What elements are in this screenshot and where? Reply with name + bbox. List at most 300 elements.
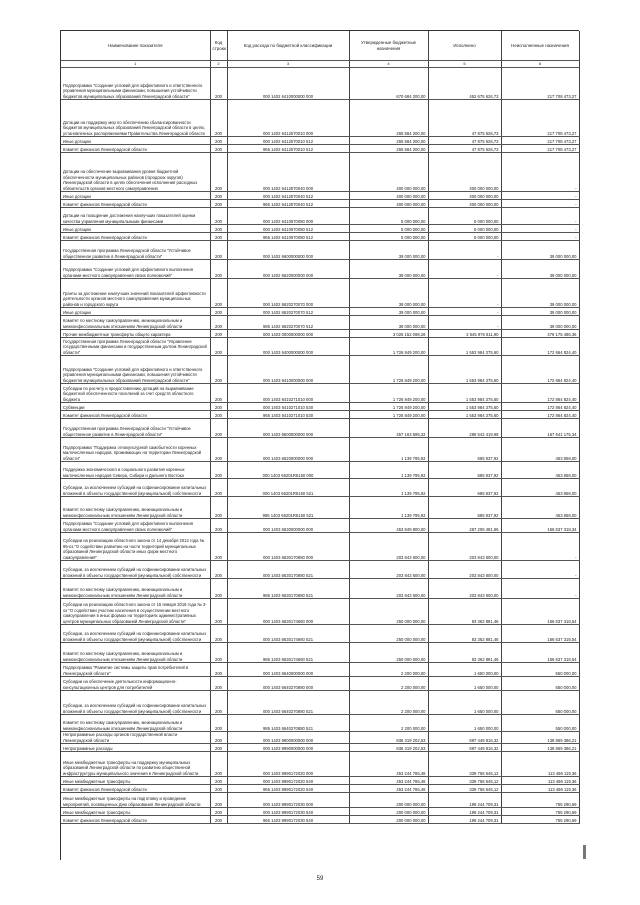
cell-executed: 685 937,92: [428, 479, 501, 497]
cell-row-code: 200: [210, 663, 227, 677]
cell-row-code: 200: [210, 479, 227, 497]
cell-approved: 453 244 765,46: [349, 785, 428, 793]
table-row: [61, 279, 579, 308]
cell-executed: 47 875 626,73: [428, 137, 501, 145]
cell-budget-code: 000 1403 9990000000 000: [227, 744, 349, 752]
cell-executed: 287 206 481,66: [428, 519, 501, 533]
cell-indicator-name: Субсидии, за исключением субсидий на софинансирование капитальных вложений в объекты государственной (муниципальной) собственности: [61, 625, 210, 643]
cell-approved: 39 000 000,00: [349, 316, 428, 330]
cell-unexecuted: 217 708 473,27: [501, 145, 579, 153]
cell-approved: 457 163 595,32: [349, 419, 428, 438]
cell-approved: 1 139 795,92: [349, 438, 428, 462]
table-row: [61, 338, 579, 356]
table-row: [61, 403, 579, 411]
table-body: [61, 68, 579, 824]
cell-approved: 250 000 000,00: [349, 599, 428, 625]
cell-row-code: 200: [210, 137, 227, 145]
cell-approved: 250 000 000,00: [349, 643, 428, 663]
budget-execution-table: [61, 31, 580, 824]
cell-row-code: 200: [210, 356, 227, 384]
cell-indicator-name: Иные межбюджетные трансферты: [61, 808, 210, 816]
cell-row-code: 200: [210, 816, 227, 824]
cell-unexecuted: 755 290,69: [501, 808, 579, 816]
cell-unexecuted: 550 000,00: [501, 715, 579, 732]
cell-approved: 2 200 000,00: [349, 677, 428, 691]
cell-budget-code: 965 1402 6412570040 512: [227, 200, 349, 208]
cell-approved: 5 000 000,00: [349, 208, 428, 225]
cell-budget-code: 000 1403 6630174660 521: [227, 625, 349, 643]
cell-indicator-name: Подпрограмма "Поддержка этнокультурной самобытности коренных малочисленных народов, проживающих на территории Ленинградской области": [61, 438, 210, 462]
cell-indicator-name: Комитет по местному самоуправлению, межнациональным и межконфессиональным отношениям Ленинградской области: [61, 316, 210, 330]
cell-approved: 1 726 849 200,00: [349, 338, 428, 356]
cell-indicator-name: Гранты за достижение наилучших значений показателей эффективности деятельности органов местного самоуправления муниципальных районов и городского округа: [61, 279, 210, 308]
table-row: [61, 200, 579, 208]
cell-approved: 200 000 000,00: [349, 793, 428, 808]
cell-row-code: 200: [210, 438, 227, 462]
header-executed: Исполнено: [428, 31, 501, 61]
cell-indicator-name: Подпрограмма "Создание условий для эффективного и ответственного управления муниципальными финансами, повышения устойчивости бюджетов муниципальных образований Ленинградской области": [61, 356, 210, 384]
cell-executed: 1 553 984 375,60: [428, 384, 501, 403]
cell-budget-code: 000 1402 6600000000 000: [227, 241, 349, 260]
cell-unexecuted: -: [501, 153, 579, 192]
cell-executed: 83 362 881,46: [428, 599, 501, 625]
table-row: [61, 153, 579, 192]
cell-executed: 685 937,92: [428, 462, 501, 479]
cell-approved: 200 000 000,00: [349, 808, 428, 816]
cell-budget-code: 000 1403 6630170880 000: [227, 533, 349, 561]
cell-unexecuted: 550 000,00: [501, 663, 579, 677]
cell-executed: 199 244 709,31: [428, 816, 501, 824]
cell-unexecuted: 550 000,00: [501, 677, 579, 691]
table-row: [61, 233, 579, 241]
cell-budget-code: 000 1403 9990172030 000: [227, 793, 349, 808]
table-row: [61, 479, 579, 497]
cell-indicator-name: Комитет по местному самоуправлению, межнациональным и межконфессиональным отношениям Ленинградской области: [61, 579, 210, 599]
table-header-row: [61, 31, 579, 61]
cell-indicator-name: Субсидии на реализацию областного закона от 15 января 2018 года № 3-оз "О содействии участию населения в осуществлении местного самоуправления в иных формах на территориях административных центров муниципальных образований Ленинградской области": [61, 599, 210, 625]
cell-indicator-name: Дотации на обеспечение выравнивания уровня бюджетной обеспеченности муниципальных районов (городских округов) Ленинградской области в целях обеспечения исполнения расходных обязательств органов местного самоуправления: [61, 153, 210, 192]
cell-executed: 339 758 646,12: [428, 752, 501, 777]
cell-budget-code: 000 1403 6640270880 521: [227, 691, 349, 715]
cell-budget-code: 985 1402 6620270070 512: [227, 316, 349, 330]
table-row: [61, 816, 579, 824]
cell-row-code: 200: [210, 153, 227, 192]
cell-indicator-name: Дотации на поощрение достижения наилучших показателей оценки качества управления муниципальными финансами: [61, 208, 210, 225]
table-row: [61, 208, 579, 225]
cell-indicator-name: Субсидии на реализацию областного закона от 14 декабря 2012 года № 95-оз "О содействии развитию на части территорий муниципальных образований Ленинградской области иных форм местного самоуправления": [61, 533, 210, 561]
cell-executed: 697 449 816,32: [428, 732, 501, 744]
cell-indicator-name: Иные дотации: [61, 225, 210, 233]
cell-row-code: 200: [210, 462, 227, 479]
cell-approved: 453 849 800,00: [349, 519, 428, 533]
cell-executed: 1 553 984 375,60: [428, 338, 501, 356]
cell-budget-code: 000 1403 6620000000 000: [227, 438, 349, 462]
cell-budget-code: 985 1403 6630170880 521: [227, 579, 349, 599]
cell-unexecuted: 166 637 318,54: [501, 625, 579, 643]
cell-budget-code: 000 1403 6630170880 521: [227, 561, 349, 579]
cell-unexecuted: 172 864 824,40: [501, 403, 579, 411]
cell-indicator-name: Комитет финансов Ленинградской области: [61, 145, 210, 153]
cell-unexecuted: 113 486 119,36: [501, 752, 579, 777]
cell-budget-code: 000 1402 6410670080 000: [227, 208, 349, 225]
cell-budget-code: 985 1403 66201R5150 521: [227, 497, 349, 519]
cell-unexecuted: 172 864 824,40: [501, 384, 579, 403]
cell-approved: 203 843 600,00: [349, 561, 428, 579]
cell-budget-code: 000 1403 9990172020 000: [227, 752, 349, 777]
cell-row-code: 200: [210, 497, 227, 519]
cell-executed: 203 843 600,00: [428, 533, 501, 561]
cell-indicator-name: Субсидии, за исключением субсидий на софинансирование капитальных вложений в объекты государственной (муниципальной) собственности: [61, 561, 210, 579]
cell-unexecuted: 453 858,00: [501, 438, 579, 462]
budget-execution-table-frame: [60, 30, 579, 860]
cell-row-code: 200: [210, 785, 227, 793]
cell-approved: 265 584 200,00: [349, 100, 428, 137]
cell-approved: 39 000 000,00: [349, 308, 428, 316]
cell-row-code: 200: [210, 677, 227, 691]
cell-indicator-name: Комитет по местному самоуправлению, межнациональным и межконфессиональным отношениям Ленинградской области: [61, 643, 210, 663]
cell-executed: 400 000 000,00: [428, 192, 501, 200]
cell-indicator-name: Иные дотации: [61, 308, 210, 316]
cell-executed: 5 000 000,00: [428, 208, 501, 225]
cell-unexecuted: 39 000 000,00: [501, 241, 579, 260]
cell-unexecuted: 453 858,00: [501, 479, 579, 497]
cell-unexecuted: 39 000 000,00: [501, 316, 579, 330]
cell-indicator-name: Иные дотации: [61, 137, 210, 145]
cell-approved: 39 000 000,00: [349, 260, 428, 279]
header-unexecuted: Неисполненные назначения: [501, 31, 579, 61]
cell-approved: 453 244 765,46: [349, 752, 428, 777]
cell-indicator-name: Государственная программа Ленинградской области "Устойчивое общественное развитие в Ленинградской области": [61, 419, 210, 438]
cell-row-code: 200: [210, 308, 227, 316]
cell-row-code: 200: [210, 68, 227, 100]
cell-row-code: 200: [210, 533, 227, 561]
cell-approved: 1 726 849 200,00: [349, 384, 428, 403]
cell-budget-code: 000 1403 6640000000 000: [227, 663, 349, 677]
cell-budget-code: 000 1402 6620270070 000: [227, 279, 349, 308]
cell-unexecuted: 172 864 824,40: [501, 356, 579, 384]
table-row: [61, 316, 579, 330]
cell-approved: 836 319 202,53: [349, 744, 428, 752]
cell-unexecuted: 453 858,00: [501, 497, 579, 519]
cell-executed: 5 000 000,00: [428, 225, 501, 233]
cell-executed: 47 875 626,73: [428, 100, 501, 137]
table-row: [61, 192, 579, 200]
cell-executed: 203 843 600,00: [428, 579, 501, 599]
cell-unexecuted: 166 637 318,34: [501, 519, 579, 533]
cell-unexecuted: 138 869 386,21: [501, 732, 579, 744]
header-budget-code: Код расхода по бюджетной классификации: [227, 31, 349, 61]
cell-unexecuted: 166 637 318,54: [501, 643, 579, 663]
cell-executed: 1 650 000,00: [428, 715, 501, 732]
column-number-row: [61, 61, 579, 68]
column-number: 6: [501, 61, 579, 68]
cell-unexecuted: 755 290,69: [501, 816, 579, 824]
table-row: [61, 497, 579, 519]
table-row: [61, 411, 579, 419]
cell-approved: 1 139 795,92: [349, 479, 428, 497]
cell-indicator-name: Иные межбюджетные трансферты на поддержку муниципальных образований Ленинградской области по развитию общественной инфраструктуры муниципального значения в Ленинградской области: [61, 752, 210, 777]
cell-budget-code: 000 1403 6630174660 000: [227, 599, 349, 625]
cell-unexecuted: 453 858,00: [501, 462, 579, 479]
cell-indicator-name: Комитет по местному самоуправлению, межнациональным и межконфессиональным отношениям Ленинградской области: [61, 497, 210, 519]
cell-budget-code: 000 1402 6412570040 000: [227, 153, 349, 192]
cell-executed: 1 553 984 375,60: [428, 403, 501, 411]
cell-executed: 697 449 816,32: [428, 744, 501, 752]
table-row: [61, 793, 579, 808]
cell-row-code: 200: [210, 519, 227, 533]
cell-indicator-name: Иные межбюджетные трансферты: [61, 777, 210, 785]
cell-executed: 452 675 626,73: [428, 68, 501, 100]
table-row: [61, 715, 579, 732]
cell-indicator-name: Субсидии по расчету и предоставлению дотаций на выравнивание бюджетной обеспеченности поселений за счет средств областного бюджета: [61, 384, 210, 403]
cell-budget-code: 965 1403 9990172030 540: [227, 816, 349, 824]
table-row: [61, 752, 579, 777]
cell-indicator-name: Государственная программа Ленинградской области "Управление государственными финансами и государственным долгом Ленинградской области": [61, 338, 210, 356]
table-row: [61, 137, 579, 145]
cell-row-code: 200: [210, 384, 227, 403]
cell-executed: -: [428, 316, 501, 330]
cell-executed: 400 000 000,00: [428, 153, 501, 192]
cell-executed: 83 362 881,46: [428, 625, 501, 643]
cell-executed: 339 758 646,12: [428, 785, 501, 793]
cell-executed: 47 875 626,73: [428, 145, 501, 153]
cell-indicator-name: Комитет финансов Ленинградской области: [61, 233, 210, 241]
cell-executed: -: [428, 260, 501, 279]
cell-approved: 39 000 000,00: [349, 241, 428, 260]
cell-unexecuted: -: [501, 200, 579, 208]
cell-budget-code: 965 1403 6410271010 530: [227, 411, 349, 419]
cell-approved: 1 139 795,92: [349, 497, 428, 519]
cell-unexecuted: 217 708 473,27: [501, 100, 579, 137]
cell-approved: 3 025 152 098,26: [349, 330, 428, 338]
cell-row-code: 200: [210, 208, 227, 225]
cell-budget-code: 000 1403 6600000000 000: [227, 419, 349, 438]
cell-unexecuted: 39 000 000,00: [501, 308, 579, 316]
cell-budget-code: 000 1402 6620000000 000: [227, 260, 349, 279]
cell-row-code: 200: [210, 419, 227, 438]
cell-budget-code: 000 1403 9990172030 540: [227, 808, 349, 816]
cell-row-code: 200: [210, 715, 227, 732]
cell-row-code: 200: [210, 338, 227, 356]
cell-approved: 1 726 849 200,00: [349, 356, 428, 384]
table-row: [61, 330, 579, 338]
cell-executed: 199 244 709,31: [428, 808, 501, 816]
cell-executed: 203 843 600,00: [428, 561, 501, 579]
cell-row-code: 200: [210, 200, 227, 208]
cell-approved: 836 319 202,53: [349, 732, 428, 744]
cell-row-code: 200: [210, 145, 227, 153]
cell-approved: 453 244 765,46: [349, 777, 428, 785]
header-indicator-name: Наименование показателя: [61, 31, 210, 61]
cell-approved: 400 000 000,00: [349, 200, 428, 208]
scan-artifact-mark: [583, 845, 586, 859]
table-row: [61, 68, 579, 100]
table-row: [61, 225, 579, 233]
cell-budget-code: 000 1403 66201R5150 521: [227, 479, 349, 497]
cell-budget-code: 000 1402 6410670080 512: [227, 225, 349, 233]
cell-approved: 265 584 200,00: [349, 145, 428, 153]
cell-budget-code: 000 1403 6410271010 000: [227, 384, 349, 403]
table-row: [61, 533, 579, 561]
cell-approved: 250 000 000,00: [349, 625, 428, 643]
cell-indicator-name: Субсидии на обеспечение деятельности информационно-консультационных центров для потребителей: [61, 677, 210, 691]
table-row: [61, 100, 579, 137]
cell-unexecuted: 39 000 000,00: [501, 260, 579, 279]
cell-row-code: 200: [210, 403, 227, 411]
cell-executed: 2 545 976 611,90: [428, 330, 501, 338]
cell-executed: 1 553 984 375,60: [428, 411, 501, 419]
cell-indicator-name: Субвенции: [61, 403, 210, 411]
cell-approved: 1 139 795,92: [349, 462, 428, 479]
cell-row-code: 200: [210, 260, 227, 279]
cell-unexecuted: -: [501, 208, 579, 225]
table-row: [61, 561, 579, 579]
table-row: [61, 785, 579, 793]
cell-indicator-name: Прочие межбюджетные трансферты общего характера: [61, 330, 210, 338]
cell-row-code: 200: [210, 241, 227, 260]
cell-indicator-name: Подпрограмма "Создание условий для эффективного выполнения органами местного самоуправления своих полномочий": [61, 519, 210, 533]
cell-budget-code: 000 1403 0000000000 000: [227, 330, 349, 338]
cell-budget-code: 000 1403 9990172020 540: [227, 777, 349, 785]
cell-unexecuted: -: [501, 192, 579, 200]
cell-approved: 265 584 200,00: [349, 137, 428, 145]
cell-unexecuted: 39 000 000,00: [501, 279, 579, 308]
cell-approved: 5 000 000,00: [349, 233, 428, 241]
cell-unexecuted: 479 175 486,36: [501, 330, 579, 338]
table-row: [61, 599, 579, 625]
cell-budget-code: 000 1402 6620270070 512: [227, 308, 349, 316]
table-row: [61, 625, 579, 643]
cell-unexecuted: -: [501, 225, 579, 233]
cell-executed: 289 542 419,98: [428, 419, 501, 438]
cell-unexecuted: 217 708 473,27: [501, 68, 579, 100]
column-number: 4: [349, 61, 428, 68]
cell-budget-code: 000 1403 6640270880 000: [227, 677, 349, 691]
column-number: 2: [210, 61, 227, 68]
cell-indicator-name: Государственная программа Ленинградской области "Устойчивое общественное развитие в Ленинградской области": [61, 241, 210, 260]
table-row: [61, 241, 579, 260]
cell-row-code: 200: [210, 752, 227, 777]
cell-unexecuted: 138 869 386,21: [501, 744, 579, 752]
cell-unexecuted: -: [501, 561, 579, 579]
cell-indicator-name: Иные дотации: [61, 192, 210, 200]
cell-row-code: 200: [210, 316, 227, 330]
cell-row-code: 200: [210, 744, 227, 752]
cell-approved: 2 200 000,00: [349, 715, 428, 732]
cell-approved: 5 000 000,00: [349, 225, 428, 233]
table-row: [61, 579, 579, 599]
cell-executed: 685 937,92: [428, 438, 501, 462]
cell-indicator-name: Субсидии, за исключением субсидий на софинансирование капитальных вложений в объекты государственной (муниципальной) собственности: [61, 479, 210, 497]
cell-approved: 400 000 000,00: [349, 192, 428, 200]
cell-approved: 1 726 849 200,00: [349, 411, 428, 419]
table-row: [61, 419, 579, 438]
cell-budget-code: 000 1403 6400000000 000: [227, 338, 349, 356]
cell-unexecuted: 217 708 473,27: [501, 137, 579, 145]
table-row: [61, 663, 579, 677]
cell-row-code: 200: [210, 625, 227, 643]
cell-unexecuted: 550 000,00: [501, 691, 579, 715]
table-row: [61, 732, 579, 744]
table-row: [61, 438, 579, 462]
cell-indicator-name: Комитет финансов Ленинградской области: [61, 785, 210, 793]
cell-indicator-name: Комитет финансов Ленинградской области: [61, 411, 210, 419]
cell-budget-code: 000 1403 66201R5150 000: [227, 462, 349, 479]
cell-approved: 670 684 200,00: [349, 68, 428, 100]
table-row: [61, 691, 579, 715]
cell-row-code: 200: [210, 643, 227, 663]
cell-unexecuted: -: [501, 579, 579, 599]
cell-row-code: 200: [210, 691, 227, 715]
cell-budget-code: 965 1402 6412570010 512: [227, 145, 349, 153]
page-number: 59: [316, 876, 324, 882]
cell-indicator-name: Комитет по местному самоуправлению, межнациональным и межконфессиональным отношениям Ленинградской области: [61, 715, 210, 732]
cell-indicator-name: Подпрограмма "Создание условий для эффективного выполнения органами местного самоуправления своих полномочий": [61, 260, 210, 279]
cell-row-code: 200: [210, 330, 227, 338]
cell-budget-code: 985 1403 6630174660 521: [227, 643, 349, 663]
table-row: [61, 260, 579, 279]
cell-approved: 2 200 000,00: [349, 691, 428, 715]
cell-row-code: 200: [210, 793, 227, 808]
cell-executed: 685 937,92: [428, 497, 501, 519]
cell-executed: 1 650 000,00: [428, 663, 501, 677]
cell-row-code: 200: [210, 777, 227, 785]
cell-budget-code: 000 1402 6412570010 512: [227, 137, 349, 145]
cell-approved: 39 000 000,00: [349, 279, 428, 308]
cell-indicator-name: Комитет финансов Ленинградской области: [61, 816, 210, 824]
cell-row-code: 200: [210, 100, 227, 137]
cell-executed: -: [428, 308, 501, 316]
cell-row-code: 200: [210, 192, 227, 200]
cell-unexecuted: -: [501, 533, 579, 561]
cell-executed: 339 758 646,12: [428, 777, 501, 785]
cell-approved: 200 000 000,00: [349, 816, 428, 824]
cell-budget-code: 000 1403 9900000000 000: [227, 732, 349, 744]
cell-budget-code: 985 1403 6640270880 521: [227, 715, 349, 732]
cell-indicator-name: Субсидии, за исключением субсидий на софинансирование капитальных вложений в объекты государственной (муниципальной) собственности: [61, 691, 210, 715]
cell-row-code: 200: [210, 732, 227, 744]
table-row: [61, 462, 579, 479]
cell-budget-code: 000 1402 6412570040 512: [227, 192, 349, 200]
cell-row-code: 200: [210, 225, 227, 233]
cell-budget-code: 965 1403 9990172020 540: [227, 785, 349, 793]
table-row: [61, 677, 579, 691]
cell-approved: 1 726 849 200,00: [349, 403, 428, 411]
cell-unexecuted: 113 486 119,36: [501, 777, 579, 785]
cell-approved: 400 000 000,00: [349, 153, 428, 192]
cell-executed: 400 000 000,00: [428, 200, 501, 208]
cell-unexecuted: 172 864 824,40: [501, 338, 579, 356]
cell-indicator-name: Поддержка экономического и социального развития коренных малочисленных народов Севера, Сибири и Дальнего Востока: [61, 462, 210, 479]
table-row: [61, 519, 579, 533]
table-row: [61, 308, 579, 316]
header-approved: Утвержденные бюджетные назначения: [349, 31, 428, 61]
cell-executed: 1 650 000,00: [428, 677, 501, 691]
cell-executed: 5 000 000,00: [428, 233, 501, 241]
cell-indicator-name: Непрограммные расходы органов государственной власти Ленинградской области: [61, 732, 210, 744]
cell-indicator-name: Подпрограмма "Создание условий для эффективного и ответственного управления муниципальными финансами, повышения устойчивости бюджетов муниципальных образований Ленинградской области": [61, 68, 210, 100]
cell-unexecuted: 172 864 824,40: [501, 411, 579, 419]
header-row-code: Код строки: [210, 31, 227, 61]
cell-indicator-name: Иные межбюджетные трансферты на подготовку и проведение мероприятий, посвященных Дню образования Ленинградской области: [61, 793, 210, 808]
cell-unexecuted: -: [501, 233, 579, 241]
cell-unexecuted: 755 290,69: [501, 793, 579, 808]
cell-row-code: 200: [210, 411, 227, 419]
cell-indicator-name: Дотации на поддержку мер по обеспечению сбалансированности бюджетов муниципальных образований Ленинградской области в целях, установленных распоряжениями Правительства Ленинградской области: [61, 100, 210, 137]
table-row: [61, 384, 579, 403]
cell-executed: -: [428, 241, 501, 260]
cell-executed: 199 244 709,31: [428, 793, 501, 808]
